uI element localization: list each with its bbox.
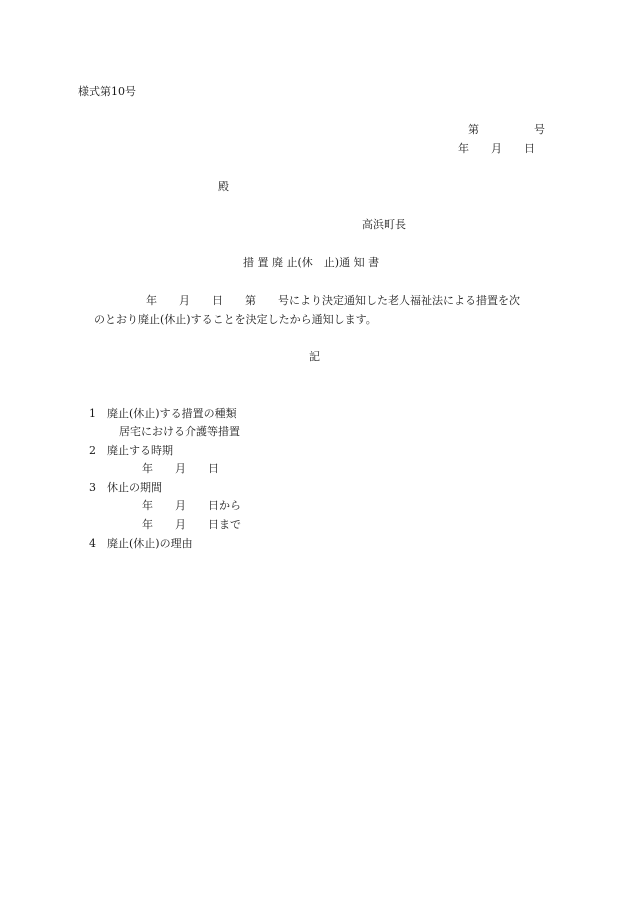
body-line-2: のとおり廃止(休止)することを決定したから通知します。 (94, 313, 377, 326)
document-number-line: 第 号 (468, 123, 545, 136)
item-2-number: 2 (89, 444, 96, 457)
item-3-to: 年 月 日まで (142, 518, 241, 531)
date-line: 年 月 日 (458, 142, 535, 155)
issuer: 高浜町長 (362, 218, 406, 231)
item-3-label: 休止の期間 (107, 481, 162, 494)
form-number: 様式第10号 (78, 85, 136, 98)
item-4-number: 4 (89, 537, 96, 550)
body-line-1: 年 月 日 第 号により決定通知した老人福祉法による措置を次 (146, 294, 520, 307)
item-1-detail: 居宅における介護等措置 (119, 425, 240, 438)
recipient-suffix: 殿 (218, 180, 229, 193)
item-4-label: 廃止(休止)の理由 (107, 537, 193, 550)
item-2-label: 廃止する時期 (107, 444, 173, 457)
item-2-date: 年 月 日 (142, 462, 219, 475)
item-3-number: 3 (89, 481, 96, 494)
item-1-label: 廃止(休止)する措置の種類 (107, 407, 237, 420)
item-1-number: 1 (89, 407, 96, 420)
document-title: 措 置 廃 止(休 止)通 知 書 (243, 256, 380, 269)
ki-heading: 記 (309, 350, 320, 363)
item-3-from: 年 月 日から (142, 499, 241, 512)
